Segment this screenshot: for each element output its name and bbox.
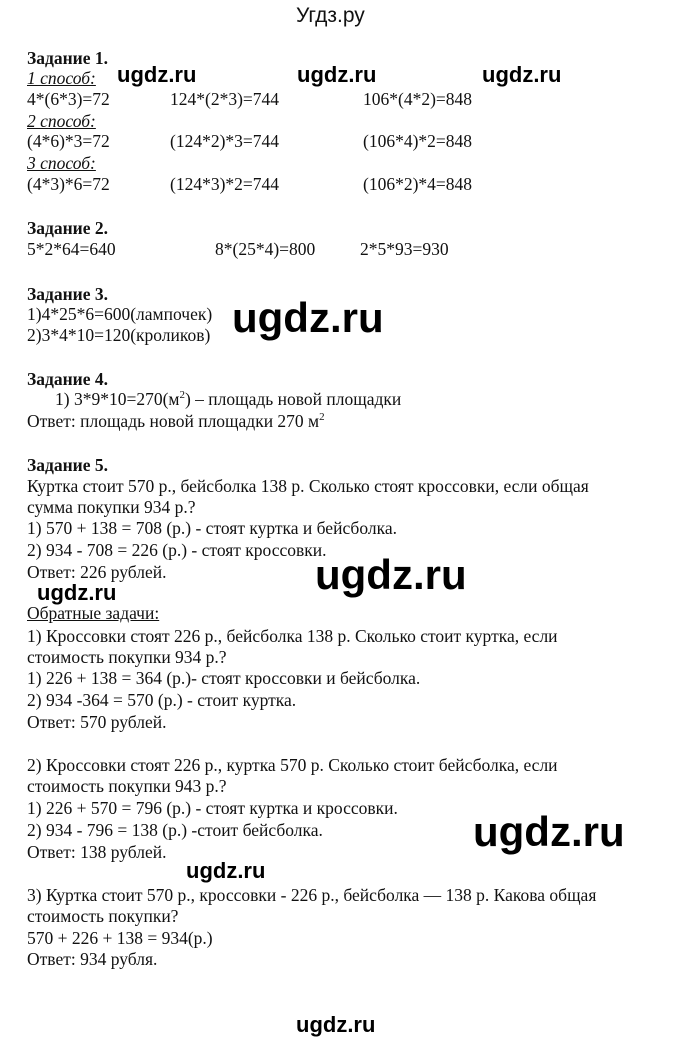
task2-expr3: 2*5*93=930 xyxy=(360,239,449,259)
inverse-task1-line: 2) 934 -364 = 570 (р.) - стоит куртка. xyxy=(27,690,297,710)
task1-row3-expr1: (4*3)*6=72 xyxy=(27,174,110,194)
task4-title: Задание 4. xyxy=(27,369,109,389)
task1-row2-expr2: (124*2)*3=744 xyxy=(170,131,280,151)
page-header: Угдз.ру xyxy=(296,4,365,27)
task4-answer: Ответ: площадь новой площадки 270 $м^2$ xyxy=(27,411,325,431)
task1-row2-expr1: (4*6)*3=72 xyxy=(27,131,110,151)
inverse-task3-line: 3) Куртка стоит 570 р., кроссовки - 226 р., бейсболка — 138 р. Какова общая xyxy=(27,885,597,905)
task5-title: Задание 5. xyxy=(27,455,109,475)
inverse-task2-answer: Ответ: 138 рублей. xyxy=(27,842,167,862)
watermark: ugdz.ru xyxy=(186,858,266,883)
task5-line: сумма покупки 934 р.? xyxy=(27,497,196,517)
task3-title: Задание 3. xyxy=(27,284,109,304)
inverse-task1-answer: Ответ: 570 рублей. xyxy=(27,712,167,732)
task3-line1: 1)4*25*6=600(лампочек) xyxy=(27,304,213,324)
task1-row1-expr1: 4*(6*3)=72 xyxy=(27,89,110,109)
task2-title: Задание 2. xyxy=(27,218,109,238)
inverse-task1-line: стоимость покупки 934 р.? xyxy=(27,647,227,667)
task1-row1-expr2: 124*(2*3)=744 xyxy=(170,89,280,109)
watermark: ugdz.ru xyxy=(482,62,562,87)
inverse-task1-line: 1) 226 + 138 = 364 (р.)- стоят кроссовки и бейсболка. xyxy=(27,668,421,688)
task1-row3-expr3: (106*2)*4=848 xyxy=(363,174,473,194)
inverse-task3-answer: Ответ: 934 рубля. xyxy=(27,949,158,969)
task2-expr1: 5*2*64=640 xyxy=(27,239,116,259)
task3-line2: 2)3*4*10=120(кроликов) xyxy=(27,325,211,345)
watermark: ugdz.ru xyxy=(117,62,197,87)
task1-title: Задание 1. xyxy=(27,48,109,68)
task5-line: Куртка стоит 570 р., бейсболка 138 р. Сколько стоят кроссовки, если общая xyxy=(27,476,589,496)
watermark: ugdz.ru xyxy=(232,294,384,341)
task2-expr2: 8*(25*4)=800 xyxy=(215,239,316,259)
inverse-task3-line: 570 + 226 + 138 = 934(р.) xyxy=(27,928,213,948)
task1-method1-label: 1 способ: xyxy=(27,68,96,88)
watermark: ugdz.ru xyxy=(315,551,467,598)
inverse-task3-line: стоимость покупки? xyxy=(27,906,179,926)
watermark: ugdz.ru xyxy=(37,580,117,605)
task5-line: 2) 934 - 708 = 226 (р.) - стоят кроссовки. xyxy=(27,540,327,560)
task4-line1: 1) $3*9*10=270(м^2)$ – площадь новой площадки xyxy=(55,389,402,409)
inverse-task2-line: стоимость покупки 943 р.? xyxy=(27,776,227,796)
task5-line: 1) 570 + 138 = 708 (р.) - стоят куртка и бейсболка. xyxy=(27,518,397,538)
inverse-task1-line: 1) Кроссовки стоят 226 р., бейсболка 138 р. Сколько стоит куртка, если xyxy=(27,626,558,646)
watermark: ugdz.ru xyxy=(297,62,377,87)
task1-row1-expr3: 106*(4*2)=848 xyxy=(363,89,473,109)
task5-answer: Ответ: 226 рублей. xyxy=(27,562,167,582)
watermark: ugdz.ru xyxy=(473,808,625,855)
inverse-tasks-title: Обратные задачи: xyxy=(27,603,160,623)
task1-row3-expr2: (124*3)*2=744 xyxy=(170,174,280,194)
inverse-task2-line: 2) Кроссовки стоят 226 р., куртка 570 р. Сколько стоит бейсболка, если xyxy=(27,755,558,775)
inverse-task2-line: 2) 934 - 796 = 138 (р.) -стоит бейсболка. xyxy=(27,820,323,840)
task1-method3-label: 3 способ: xyxy=(27,153,96,173)
inverse-task2-line: 1) 226 + 570 = 796 (р.) - стоят куртка и кроссовки. xyxy=(27,798,398,818)
task1-method2-label: 2 способ: xyxy=(27,111,96,131)
task1-row2-expr3: (106*4)*2=848 xyxy=(363,131,473,151)
watermark: ugdz.ru xyxy=(296,1012,376,1037)
